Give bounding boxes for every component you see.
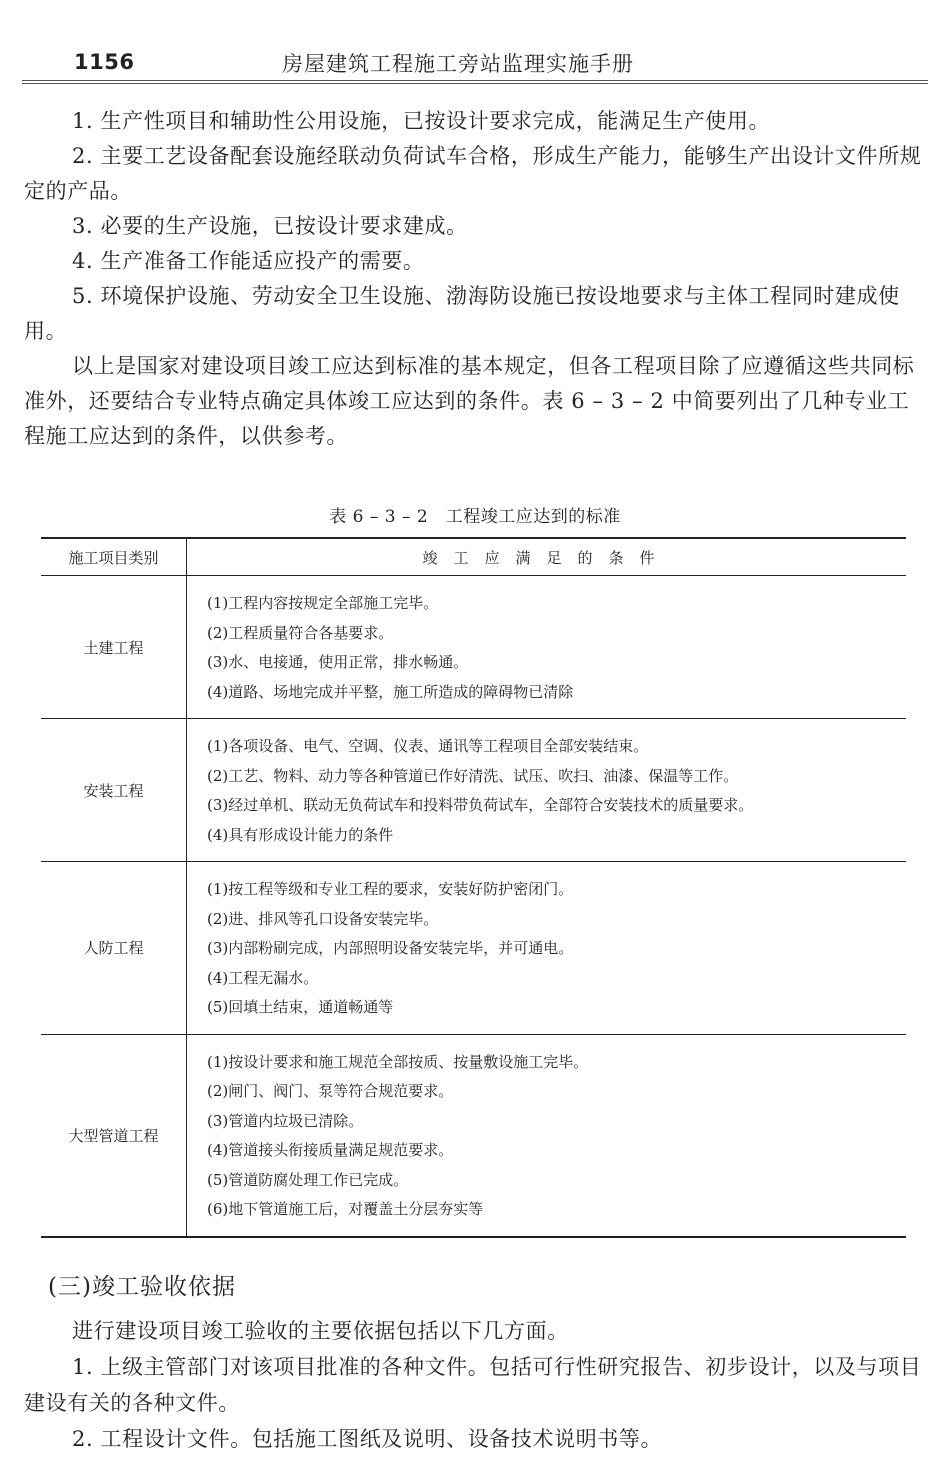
conditions-cell xyxy=(187,862,907,1035)
body-text-bottom xyxy=(24,1313,928,1457)
conditions-cell xyxy=(187,1034,907,1237)
paragraph: 4. 生产准备工作能适应投产的需要。 xyxy=(72,249,425,273)
condition-item: (5)管道防腐处理工作已完成。 xyxy=(207,1170,409,1189)
table-row xyxy=(41,576,906,719)
condition-item: (2)闸门、阀门、泵等符合规范要求。 xyxy=(207,1082,454,1100)
condition-item: (4)工程无漏水。 xyxy=(207,968,319,987)
section-heading: (三)竣工验收依据 xyxy=(48,1274,236,1300)
condition-item: (1)按工程等级和专业工程的要求，安装好防护密闭门。 xyxy=(207,880,574,898)
conditions-cell xyxy=(187,576,907,719)
table-header-row xyxy=(41,538,906,576)
category-cell: 安装工程 xyxy=(41,719,187,862)
paragraph: 1. 生产性项目和辅助性公用设施，已按设计要求完成，能满足生产使用。 xyxy=(72,109,771,133)
table-row xyxy=(41,1034,906,1237)
column-header-conditions: 竣工应满足的条件 xyxy=(187,538,907,576)
paragraph: 2. 工程设计文件。包括施工图纸及说明、设备技术说明书等。 xyxy=(72,1427,663,1451)
running-title: 房屋建筑工程施工旁站监理实施手册 xyxy=(282,52,634,76)
page-number: 1156 xyxy=(74,50,135,74)
header-rule-top xyxy=(22,80,928,81)
paragraph: 进行建设项目竣工验收的主要依据包括以下几方面。 xyxy=(72,1319,569,1343)
condition-item: (4)道路、场地完成并平整，施工所造成的障碍物已清除 xyxy=(207,682,574,701)
standards-table xyxy=(41,537,906,1238)
body-text-top xyxy=(24,104,928,454)
paragraph: 以上是国家对建设项目竣工应达到标准的基本规定，但各工程项目除了应遵循这些共同标准外，还要结合专业特点确定具体竣工应达到的条件。表 6 – 3 – 2 中简要列出了几种专业工程施工应达到的条件，以供参考。 xyxy=(24,354,915,448)
condition-item: (2)工艺、物料、动力等各种管道已作好清洗、试压、吹扫、油漆、保温等工作。 xyxy=(207,766,739,785)
header-rule-bottom xyxy=(22,83,928,84)
table-row xyxy=(41,719,906,862)
paragraph: 5. 环境保护设施、劳动安全卫生设施、渤海防设施已按设地要求与主体工程同时建成使用。 xyxy=(24,284,900,343)
condition-item: (3)经过单机、联动无负荷试车和投料带负荷试车，全部符合安装技术的质量要求。 xyxy=(207,796,754,814)
condition-item: (2)进、排风等孔口设备安装完毕。 xyxy=(207,909,439,928)
category-cell: 人防工程 xyxy=(41,862,187,1035)
paragraph: 3. 必要的生产设施，已按设计要求建成。 xyxy=(72,214,468,238)
condition-item: (4)管道接头衔接质量满足规范要求。 xyxy=(207,1141,454,1159)
condition-item: (3)管道内垃圾已清除。 xyxy=(207,1111,364,1130)
category-cell: 土建工程 xyxy=(41,576,187,719)
condition-item: (1)工程内容按规定全部施工完毕。 xyxy=(207,594,439,612)
paragraph: 1. 上级主管部门对该项目批准的各种文件。包括可行性研究报告、初步设计，以及与项目建设有关的各种文件。 xyxy=(24,1355,922,1415)
paragraph: 2. 主要工艺设备配套设施经联动负荷试车合格，形成生产能力，能够生产出设计文件所规定的产品。 xyxy=(24,144,922,203)
page-header xyxy=(22,44,928,80)
condition-item: (2)工程质量符合各基要求。 xyxy=(207,623,394,642)
conditions-cell xyxy=(187,719,907,862)
condition-item: (1)按设计要求和施工规范全部按质、按量敷设施工完毕。 xyxy=(207,1052,589,1071)
table-row xyxy=(41,862,906,1035)
condition-item: (4)具有形成设计能力的条件 xyxy=(207,825,394,844)
condition-item: (3)内部粉刷完成，内部照明设备安装完毕，并可通电。 xyxy=(207,939,574,957)
category-cell: 大型管道工程 xyxy=(41,1034,187,1237)
condition-item: (3)水、电接通，使用正常，排水畅通。 xyxy=(207,653,469,671)
table-caption: 表 6 – 3 – 2 工程竣工应达到的标准 xyxy=(329,507,621,527)
condition-item: (6)地下管道施工后，对覆盖土分层夯实等 xyxy=(207,1200,484,1218)
condition-item: (5)回填土结束，通道畅通等 xyxy=(207,998,394,1016)
condition-item: (1)各项设备、电气、空调、仪表、通讯等工程项目全部安装结束。 xyxy=(207,737,649,755)
column-header-category: 施工项目类别 xyxy=(41,538,187,576)
